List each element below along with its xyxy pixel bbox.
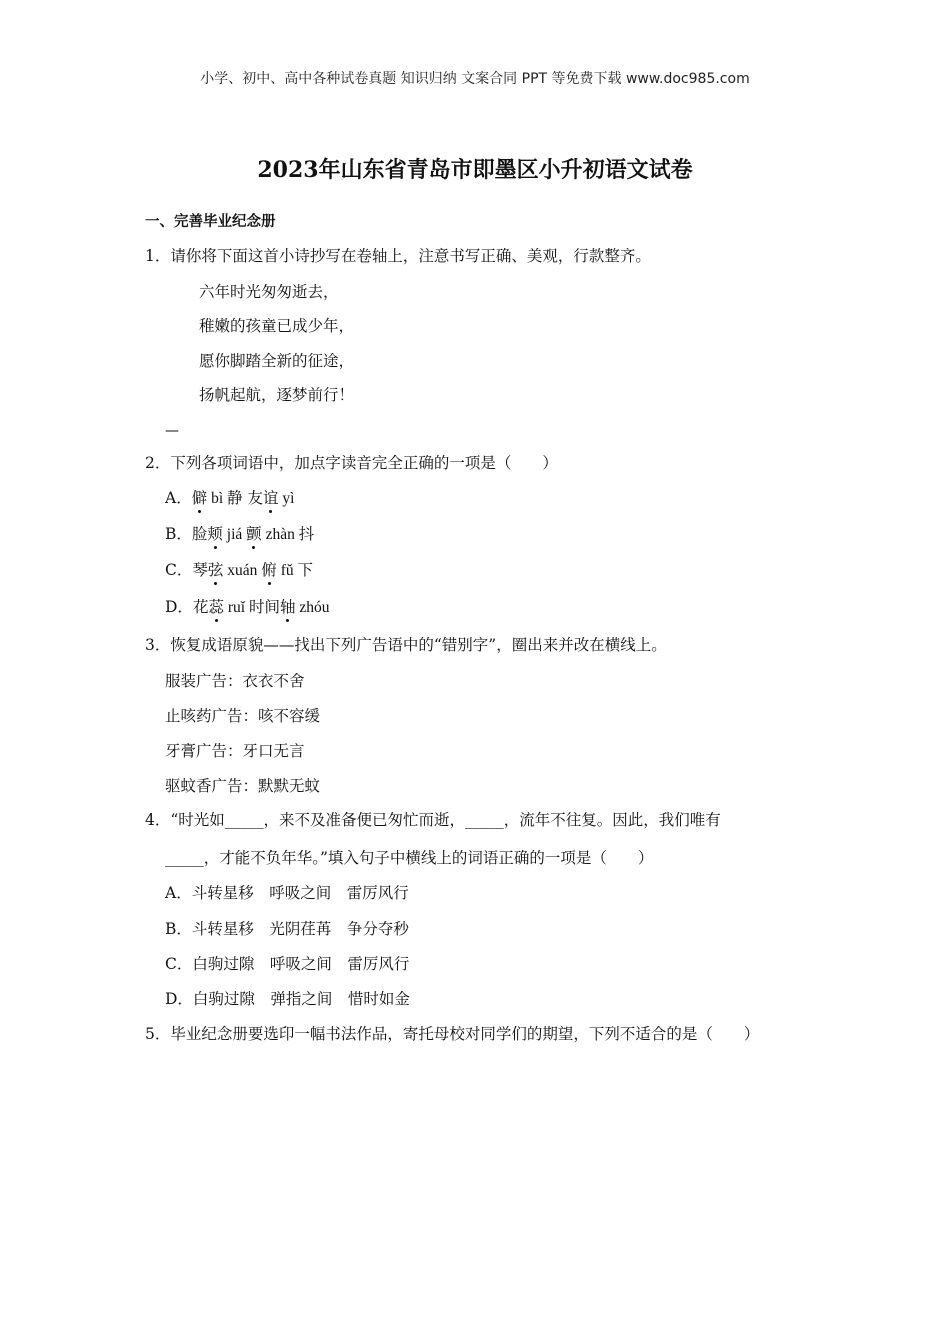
- pinyin: xuán: [223, 562, 262, 579]
- pinyin: fǔ 下: [276, 562, 313, 579]
- pinyin: jiá: [222, 526, 247, 543]
- option-label: D．: [165, 598, 193, 616]
- pinyin: ruǐ: [223, 599, 249, 616]
- dotted-char: 谊: [263, 486, 279, 508]
- option-d[interactable]: D．白驹过隙 弹指之间 惜时如金: [165, 990, 410, 1008]
- ad-line: 止咳药广告：咳不容缓: [165, 707, 321, 725]
- dotted-char: 僻: [192, 486, 208, 508]
- word-text: 琴: [192, 561, 208, 579]
- pinyin: yì: [278, 490, 295, 507]
- ad-line: 服装广告：衣衣不舍: [165, 672, 305, 690]
- question-4-stem-line-1: 4．“时光如_____，来不及准备便已匆忙而逝，_____，流年不往复。因此，我们唯有: [145, 811, 721, 829]
- word-text: 花: [192, 598, 209, 616]
- page-header: 小学、初中、高中各种试卷真题 知识归纳 文案合同 PPT 等免费下载 www.doc985.com: [200, 71, 750, 87]
- poem-line: 愿你脚踏全新的征途，: [199, 352, 355, 370]
- question-1-stem: 1．请你将下面这首小诗抄写在卷轴上，注意书写正确、美观，行款整齐。: [145, 247, 651, 265]
- section-heading: 一、完善毕业纪念册: [145, 214, 276, 230]
- question-2-stem: 2．下列各项词语中，加点字读音完全正确的一项是（ ）: [145, 454, 558, 472]
- word-text: 静 友: [227, 489, 263, 507]
- question-3-stem: 3．恢复成语原貌——找出下列广告语中的“错别字”，圈出来并改在横线上。: [145, 636, 667, 654]
- option-d[interactable]: [165, 595, 329, 617]
- dotted-char: 蕊: [208, 595, 224, 617]
- ad-line: 牙膏广告：牙口无言: [165, 742, 305, 760]
- poem-line: 六年时光匆匆逝去，: [199, 283, 339, 301]
- dotted-char: 俯: [261, 558, 277, 580]
- pinyin: bì: [207, 490, 228, 507]
- option-label: B．: [165, 525, 192, 543]
- word-text: 时间: [248, 598, 280, 616]
- question-5-stem: 5．毕业纪念册要选印一幅书法作品，寄托母校对同学们的期望，下列不适合的是（ ）: [145, 1025, 760, 1043]
- option-b[interactable]: B．斗转星移 光阴荏苒 争分夺秒: [165, 920, 409, 938]
- poem-line: 稚嫩的孩童已成少年，: [199, 317, 355, 335]
- pinyin: zhàn 抖: [261, 526, 315, 543]
- poem-line: 扬帆起航，逐梦前行！: [199, 386, 355, 404]
- page-title: 2023年山东省青岛市即墨区小升初语文试卷: [257, 157, 693, 183]
- pinyin: zhóu: [295, 599, 330, 616]
- dotted-char: 弦: [208, 558, 224, 580]
- question-4-stem-line-2: _____，才能不负年华。”填入句子中横线上的词语正确的一项是（ ）: [165, 849, 654, 867]
- dotted-char: 颤: [246, 522, 262, 544]
- option-label: C．: [165, 561, 193, 579]
- option-b[interactable]: [165, 522, 314, 544]
- answer-line: —: [165, 423, 179, 439]
- option-c[interactable]: [165, 558, 313, 580]
- word-text: 脸: [191, 525, 208, 543]
- ad-line: 驱蚊香广告：默默无蚊: [165, 777, 321, 795]
- option-c[interactable]: C．白驹过隙 呼吸之间 雷厉风行: [165, 955, 410, 973]
- option-a[interactable]: A．斗转星移 呼吸之间 雷厉风行: [165, 884, 409, 902]
- dotted-char: 轴: [280, 595, 296, 617]
- dotted-char: 颊: [207, 522, 223, 544]
- option-a[interactable]: [165, 486, 294, 508]
- option-label: A．: [165, 489, 192, 507]
